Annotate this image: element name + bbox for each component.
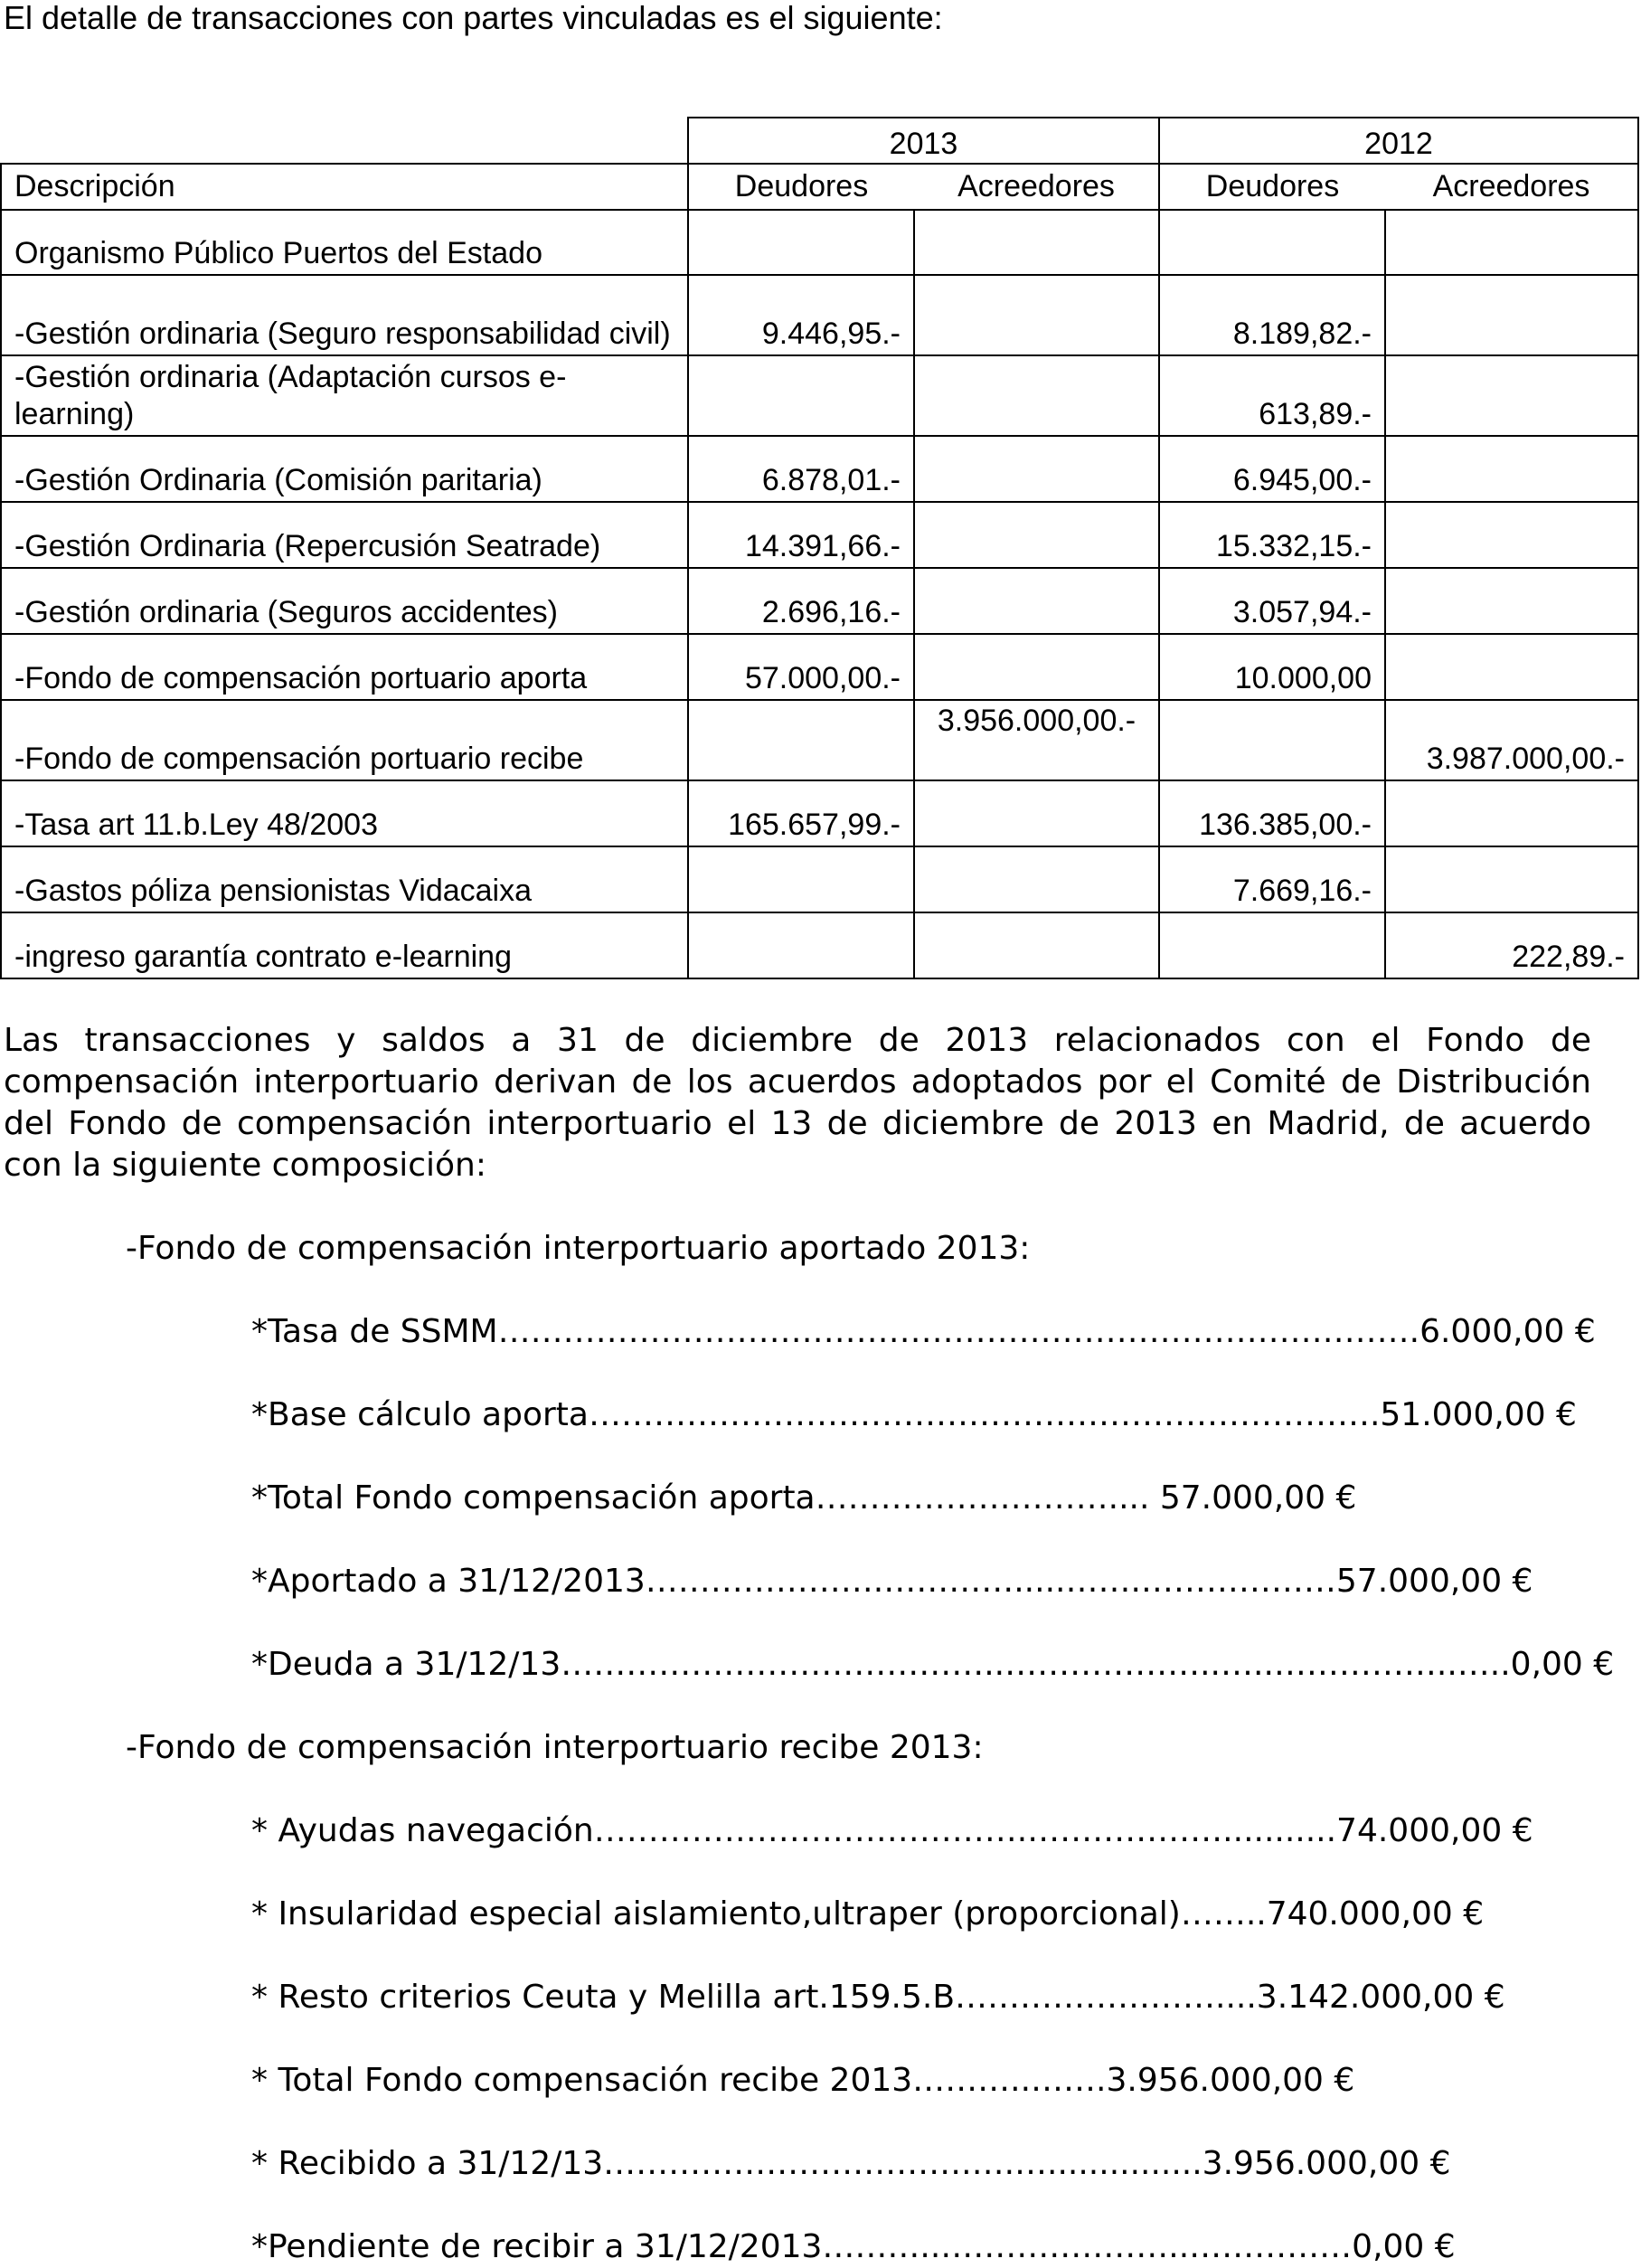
deudores-2012-cell: 3.057,94.- <box>1159 568 1385 634</box>
deudores-2012-cell <box>1159 912 1385 978</box>
deudores-2012-cell: 136.385,00.- <box>1159 780 1385 846</box>
list-item: * Resto criterios Ceuta y Melilla art.159.5.B……………………....3.142.000,00 € <box>251 1979 1505 2016</box>
table-row <box>1 436 1638 502</box>
acreedores-2012-cell <box>1385 634 1638 700</box>
acreedores-2012-header: Acreedores <box>1385 164 1638 210</box>
year-2012-header: 2012 <box>1159 118 1638 164</box>
deudores-2013-header: Deudores <box>688 164 914 210</box>
deudores-2012-cell: 613,89.- <box>1159 355 1385 436</box>
row-description: -Fondo de compensación portuario aporta <box>1 634 688 700</box>
column-header-row <box>1 164 1638 210</box>
deudores-2012-cell <box>1159 700 1385 780</box>
table-row <box>1 210 1638 275</box>
table-row <box>1 700 1638 780</box>
section-title-aportado: -Fondo de compensación interportuario aportado 2013: <box>126 1230 1031 1267</box>
acreedores-2013-cell <box>914 502 1159 568</box>
list-item: * Recibido a 31/12/13…………………………….….…...............3.956.000,00 € <box>251 2145 1451 2182</box>
list-item: *Pendiente de recibir a 31/12/2013………..…………………..……………0,00 € <box>251 2228 1456 2265</box>
acreedores-2012-cell: 222,89.- <box>1385 912 1638 978</box>
list-item: *Total Fondo compensación aporta……………………….... 57.000,00 € <box>251 1479 1357 1517</box>
deudores-2013-cell <box>688 912 914 978</box>
deudores-2013-cell <box>688 210 914 275</box>
related-party-transactions-table <box>0 117 1639 979</box>
acreedores-2012-cell <box>1385 780 1638 846</box>
row-description: -Gestión ordinaria (Seguros accidentes) <box>1 568 688 634</box>
deudores-2013-cell: 57.000,00.- <box>688 634 914 700</box>
acreedores-2013-cell <box>914 634 1159 700</box>
acreedores-2012-cell <box>1385 502 1638 568</box>
intro-text: El detalle de transacciones con partes vinculadas es el siguiente: <box>4 0 943 36</box>
deudores-2013-cell <box>688 700 914 780</box>
list-item: * Insularidad especial aislamiento,ultraper (proporcional)……..740.000,00 € <box>251 1895 1485 1933</box>
row-description: -Gestión ordinaria (Seguro responsabilidad civil) <box>1 275 688 355</box>
list-item: *Aportado a 31/12/2013………………….………….....…….………………57.000,00 € <box>251 1563 1533 1600</box>
acreedores-2013-header: Acreedores <box>914 164 1159 210</box>
empty-corner-cell <box>1 118 688 164</box>
table-row <box>1 502 1638 568</box>
list-item: * Ayudas navegación………………………………….………………...........74.000,00 € <box>251 1812 1533 1849</box>
acreedores-2012-cell <box>1385 846 1638 912</box>
row-description: -Gestión Ordinaria (Repercusión Seatrade) <box>1 502 688 568</box>
deudores-2013-cell <box>688 846 914 912</box>
body-paragraph: Las transacciones y saldos a 31 de diciembre de 2013 relacionados con el Fondo de compensación interportuario derivan de los acuerdos adoptados por el Comité de Distribución del Fondo de compensación interportuario el 13 de diciembre de 2013 en Madrid, de acuerdo con la siguiente composición: <box>4 1022 1591 1184</box>
table-row <box>1 355 1638 436</box>
acreedores-2013-cell: 3.956.000,00.- <box>914 700 1159 780</box>
deudores-2013-cell: 6.878,01.- <box>688 436 914 502</box>
row-description: -Gastos póliza pensionistas Vidacaixa <box>1 846 688 912</box>
row-description: -Gestión Ordinaria (Comisión paritaria) <box>1 436 688 502</box>
deudores-2012-cell: 15.332,15.- <box>1159 502 1385 568</box>
list-item: * Total Fondo compensación recibe 2013………..…….3.956.000,00 € <box>251 2062 1355 2099</box>
section-title-recibe: -Fondo de compensación interportuario recibe 2013: <box>126 1729 984 1766</box>
row-description: -Fondo de compensación portuario recibe <box>1 700 688 780</box>
row-description: Organismo Público Puertos del Estado <box>1 210 688 275</box>
acreedores-2012-cell <box>1385 355 1638 436</box>
list-item: *Deuda a 31/12/13…………………………………..………………..…..……………..…..0,00 € <box>251 1646 1615 1683</box>
row-description: -ingreso garantía contrato e-learning <box>1 912 688 978</box>
deudores-2013-cell <box>688 355 914 436</box>
deudores-2012-header: Deudores <box>1159 164 1385 210</box>
deudores-2012-cell: 10.000,00 <box>1159 634 1385 700</box>
acreedores-2012-cell <box>1385 275 1638 355</box>
description-header: Descripción <box>1 164 688 210</box>
acreedores-2013-cell <box>914 275 1159 355</box>
list-item: *Base cálculo aporta……………………………………………………………….51.000,00 € <box>251 1396 1577 1433</box>
table-row <box>1 780 1638 846</box>
acreedores-2012-cell <box>1385 568 1638 634</box>
acreedores-2013-cell <box>914 355 1159 436</box>
deudores-2013-cell: 165.657,99.- <box>688 780 914 846</box>
deudores-2012-cell: 6.945,00.- <box>1159 436 1385 502</box>
acreedores-2013-cell <box>914 912 1159 978</box>
acreedores-2012-cell: 3.987.000,00.- <box>1385 700 1638 780</box>
row-description: -Tasa art 11.b.Ley 48/2003 <box>1 780 688 846</box>
table-row <box>1 912 1638 978</box>
acreedores-2013-cell <box>914 210 1159 275</box>
deudores-2013-cell: 9.446,95.- <box>688 275 914 355</box>
deudores-2012-cell: 7.669,16.- <box>1159 846 1385 912</box>
deudores-2012-cell: 8.189,82.- <box>1159 275 1385 355</box>
deudores-2013-cell: 14.391,66.- <box>688 502 914 568</box>
deudores-2013-cell: 2.696,16.- <box>688 568 914 634</box>
table-row <box>1 846 1638 912</box>
row-description: -Gestión ordinaria (Adaptación cursos e-learning) <box>1 355 688 436</box>
acreedores-2013-cell <box>914 568 1159 634</box>
table-row <box>1 634 1638 700</box>
acreedores-2013-cell <box>914 436 1159 502</box>
year-header-row <box>1 118 1638 164</box>
table-row <box>1 275 1638 355</box>
acreedores-2012-cell <box>1385 210 1638 275</box>
deudores-2012-cell <box>1159 210 1385 275</box>
acreedores-2013-cell <box>914 780 1159 846</box>
list-item: *Tasa de SSMM………………………………………………………………………….6.000,00 € <box>251 1313 1596 1350</box>
acreedores-2013-cell <box>914 846 1159 912</box>
acreedores-2012-cell <box>1385 436 1638 502</box>
year-2013-header: 2013 <box>688 118 1159 164</box>
table-row <box>1 568 1638 634</box>
